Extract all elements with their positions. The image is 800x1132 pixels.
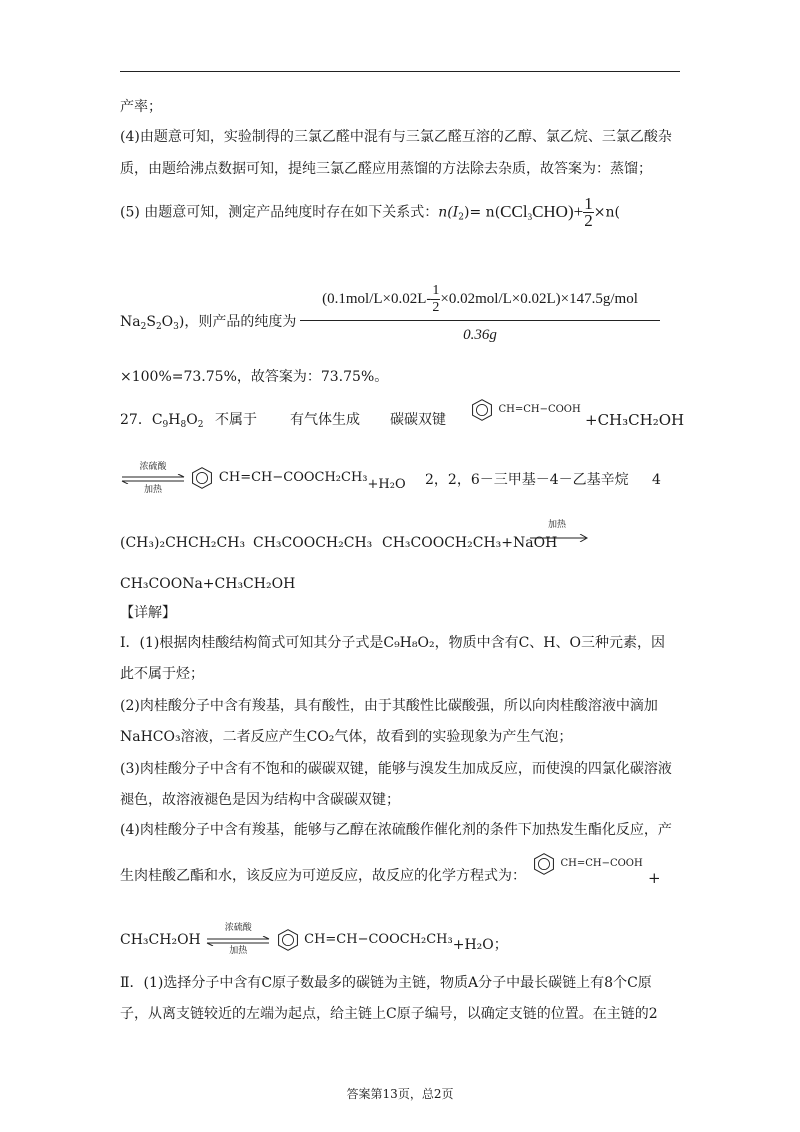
text-span: +H₂O； [452, 937, 508, 953]
text-span: 0.36g [463, 327, 497, 343]
text-span: 2，2，6－三甲基－4－乙基辛烷 [425, 472, 629, 488]
text-span: 4 [652, 472, 661, 488]
text-span: (5) 由题意可知，测定产品纯度时存在如下关系式： [120, 204, 439, 221]
text-line: 质，由题给沸点数据可知，提纯三氯乙醛应用蒸馏的方法除去杂质，故答案为：蒸馏； [120, 161, 652, 177]
text-line: 产率； [120, 99, 162, 115]
text-line: (4)肉桂酸分子中含有羧基，能够与乙醇在浓硫酸作催化剂的条件下加热发生酯化反应，产 [120, 822, 672, 838]
text-span: CHO)+ [532, 201, 584, 221]
text-span: + [648, 869, 661, 887]
text-span: CH=CH−COOCH₂CH₃ [218, 470, 368, 485]
text-span: 浓硫酸 [224, 923, 252, 933]
text-span: (CH₃)₂CHCH₂CH₃ [120, 535, 246, 551]
formula-line-5: (5) 由题意可知，测定产品纯度时存在如下关系式：$n(I_2)= n(CCl_3CHO)+$ $\frac{1}{2}$ ×n( [120, 194, 620, 230]
purity-fraction [300, 283, 660, 344]
text-span: )，则产品的纯度为 [178, 314, 297, 330]
cinnamic-acid-structure [470, 398, 581, 422]
esterification-line [120, 462, 406, 495]
text-span: 加热 [229, 946, 248, 956]
benzene-ring-icon [532, 852, 556, 876]
text-line: Ⅱ．(1)选择分子中含有C原子数最多的碳链为主链，物质A分子中最长碳链上有8个C原 [120, 975, 652, 991]
arrow-icon [530, 534, 588, 542]
text-span: ×n( [593, 204, 620, 221]
reversible-arrow [120, 462, 186, 495]
text-line: (3)肉桂酸分子中含有不饱和的碳碳双键，能够与溴发生加成反应，而使溴的四氯化碳溶液 [120, 761, 672, 777]
text-line: 子，从离支链较近的左端为起点，给主链上C原子编号，以确定支链的位置。在主链的2 [120, 1006, 658, 1022]
text-span: (0.1mol/L×0.02L- [322, 290, 432, 307]
benzene-ring-icon [190, 466, 214, 490]
text-span: n(I [438, 204, 459, 221]
text-line: (4)由题意可知，实验制得的三氯乙醛中混有与三氯乙醛互溶的乙醇、氯乙烷、三氯乙酸杂 [120, 129, 672, 145]
text-line: 此不属于烃； [120, 666, 204, 682]
reversible-arrow [205, 923, 271, 956]
text-span: +CH₃CH₂OH [585, 411, 685, 429]
text-line: NaHCO₃溶液，二者反应产生CO₂气体，故看到的实验现象为产生气泡； [120, 729, 573, 745]
equilibrium-arrow-icon [205, 936, 271, 946]
formula-line-na: $Na_2S_2O_3$)，则产品的纯度为 [120, 314, 297, 332]
text-span: 加热 [143, 485, 162, 495]
text-line: ×100%=73.75%，故答案为：73.75%。 [120, 369, 389, 385]
half-fraction: $\frac{1}{2}$ [584, 194, 593, 230]
text-span: O [186, 412, 198, 428]
text-span: CH₃COOCH₂CH₃ [253, 535, 373, 551]
text-span: S [146, 314, 156, 330]
text-span: CH=CH−COOCH₂CH₃ [304, 932, 453, 947]
equilibrium-arrow-icon [120, 474, 186, 484]
text-span: O [161, 314, 174, 330]
text-line: Ⅰ．(1)根据肉桂酸结构简式可知其分子式是C₉H₈O₂，物质中含有C、H、O三种元素，因 [120, 635, 665, 651]
text-span: CH₃COOCH₂CH₃+NaOH [382, 535, 558, 551]
header-rule [120, 71, 680, 72]
text-span: 有气体生成 [290, 412, 360, 428]
text-span: Na [120, 314, 141, 330]
text-span: CH₃CH₂OH [120, 932, 201, 948]
text-span: )= n( [464, 204, 501, 221]
esterification-line-2 [120, 923, 508, 956]
benzene-ring-icon [276, 928, 300, 952]
text-span: 生肉桂酸乙酯和水，该反应为可逆反应，故反应的化学方程式为： [120, 868, 526, 884]
half-fraction: $\frac{1}{2}$ [432, 283, 440, 315]
text-line: CH₃COONa+CH₃CH₂OH [120, 576, 296, 592]
text-span: CCl [500, 201, 528, 221]
text-span: 加热 [547, 520, 566, 530]
text-span: 27．C [120, 412, 163, 428]
text-span: 不属于 [215, 412, 257, 428]
text-span: +H₂O [367, 477, 406, 492]
text-span: CH=CH−COOH [498, 404, 581, 415]
detail-heading: 【详解】 [120, 605, 176, 621]
d4-line [120, 866, 526, 886]
text-span: 浓硫酸 [139, 462, 167, 472]
text-span: ×0.02mol/L×0.02L)×147.5g/mol [440, 290, 638, 307]
text-line: 褪色，故溶液褪色是因为结构中含碳碳双键； [120, 792, 400, 808]
text-line: (2)肉桂酸分子中含有羧基，具有酸性，由于其酸性比碳酸强，所以向肉桂酸溶液中滴加 [120, 698, 658, 714]
text-span: 碳碳双键 [390, 412, 446, 428]
text-span: CH=CH−COOH [560, 858, 643, 869]
benzene-ring-icon [470, 398, 494, 422]
page-footer: 答案第13页，总2页 [346, 1087, 454, 1101]
cinnamic-acid-structure [532, 852, 643, 876]
text-span: H [168, 412, 181, 428]
q27-line: 27．$C_9H_8O_2$ [120, 412, 204, 430]
heating-arrow [530, 520, 588, 550]
